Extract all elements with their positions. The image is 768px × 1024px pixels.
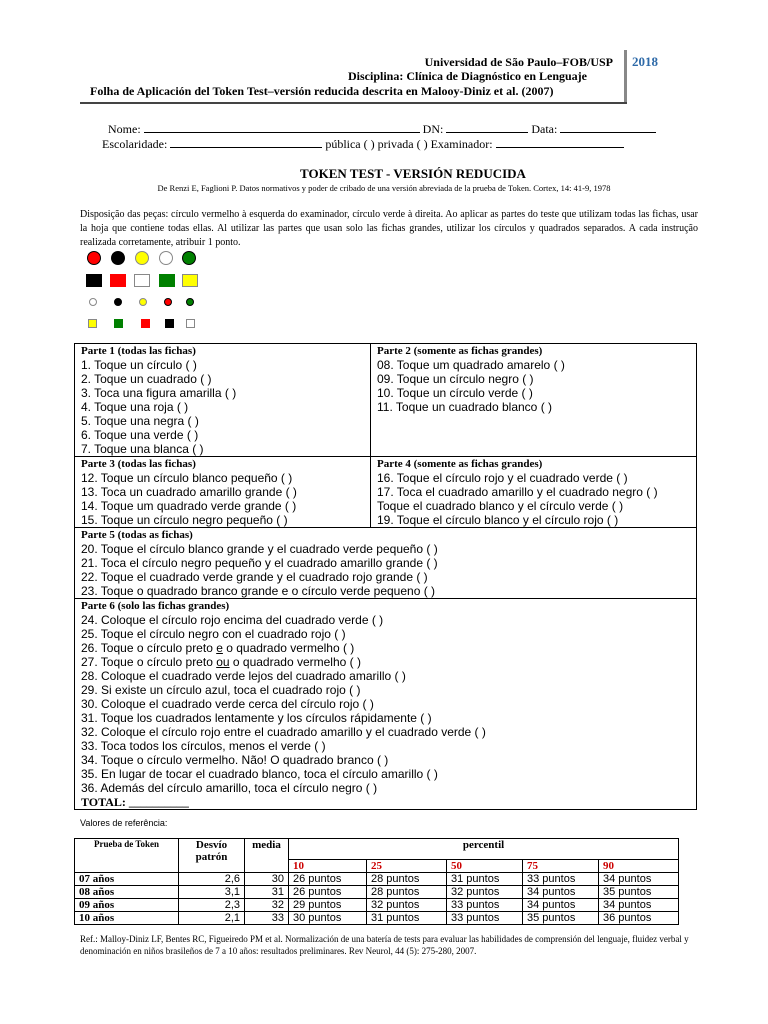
small-yellow-circle xyxy=(139,298,147,306)
large-red-square xyxy=(110,274,126,287)
item-33: 33. Toca todos los círculos, menos el verde ( ) xyxy=(81,739,326,753)
item-11: 11. Toque un cuadrado blanco ( ) xyxy=(377,400,553,414)
p10-cell: 26 puntos xyxy=(289,886,367,899)
item-28: 28. Coloque el cuadrado verde lejos del cuadrado amarillo ( ) xyxy=(81,669,406,683)
part-6-header: Parte 6 (solo las fichas grandes) xyxy=(81,600,230,612)
parts-1-2-row xyxy=(75,344,697,457)
item-27: 27. Toque o círculo preto ou o quadrado vermelho ( ) xyxy=(81,655,361,669)
item-20: 20. Toque el círculo blanco grande y el cuadrado verde pequeño ( ) xyxy=(81,542,438,556)
item-17: 17. Toca el cuadrado amarillo y el cuadrado negro ( ) xyxy=(377,485,658,499)
p25-cell: 28 puntos xyxy=(367,886,447,899)
page-title: TOKEN TEST - VERSIÓN REDUCIDA xyxy=(300,166,526,181)
part-2-cell xyxy=(371,344,697,457)
p75-cell: 35 puntos xyxy=(523,912,599,925)
reference-line: De Renzi E, Faglioni P. Datos normativos y poder de cribado de una versión abreviada de la prueba de Token. Cortex, 14: 41-9, 1978 xyxy=(157,183,611,193)
mean-cell: 31 xyxy=(245,886,289,899)
part-3-cell xyxy=(75,457,371,528)
age-cell: 07 años xyxy=(75,873,179,886)
part-4-cell xyxy=(371,457,697,528)
small-white-circle xyxy=(89,298,97,306)
parts-3-4-row xyxy=(75,457,697,528)
data-label: Data: xyxy=(531,122,558,136)
examinador-field[interactable] xyxy=(496,136,624,148)
item-2: 2. Toque un cuadrado ( ) xyxy=(81,372,212,386)
p75-cell: 33 puntos xyxy=(523,873,599,886)
part-3-header: Parte 3 (todas las fichas) xyxy=(81,458,196,470)
p10-cell: 26 puntos xyxy=(289,873,367,886)
ref-row-08 xyxy=(75,886,679,899)
age-cell: 10 años xyxy=(75,912,179,925)
p25-cell: 28 puntos xyxy=(367,873,447,886)
ref-row-10 xyxy=(75,912,679,925)
dn-label: DN: xyxy=(422,122,444,136)
age-cell: 09 años xyxy=(75,899,179,912)
university-name: Universidad de São Paulo–FOB/USP xyxy=(424,55,613,69)
item-15: 15. Toque un círculo negro pequeño ( ) xyxy=(81,513,288,527)
discipline-name: Disciplina: Clínica de Diagnóstico en Lenguaje xyxy=(347,69,587,83)
large-green-square xyxy=(159,274,175,287)
sd-cell: 2,6 xyxy=(179,873,245,886)
item-1: 1. Toque un círculo ( ) xyxy=(81,358,197,372)
ref-row-07 xyxy=(75,873,679,886)
item-30: 30. Coloque el cuadrado verde cerca del círculo rojo ( ) xyxy=(81,697,374,711)
item-14: 14. Toque um quadrado verde grande ( ) xyxy=(81,499,297,513)
item-21: 21. Toca el círculo negro pequeño y el cuadrado amarillo grande ( ) xyxy=(81,556,438,570)
p75-cell: 34 puntos xyxy=(523,886,599,899)
part-6-row xyxy=(75,599,697,810)
nome-field[interactable] xyxy=(144,121,420,133)
mean-cell: 32 xyxy=(245,899,289,912)
percentile-10: 10 xyxy=(289,860,367,873)
item-31: 31. Toque los cuadrados lentamente y los círculos rápidamente ( ) xyxy=(81,711,432,725)
sheet-subtitle: Folha de Aplicación del Token Test–versión reducida descrita en Malooy-Diniz et al. (2007) xyxy=(90,84,554,98)
ref-header-test: Prueba de Token xyxy=(75,839,179,873)
token-test-table xyxy=(74,343,697,810)
item-13: 13. Toca un cuadrado amarillo grande ( ) xyxy=(81,485,297,499)
p10-cell: 30 puntos xyxy=(289,912,367,925)
part-6-cell xyxy=(75,599,697,810)
small-red-square xyxy=(141,319,150,328)
dn-field[interactable] xyxy=(446,121,528,133)
sd-cell: 2,1 xyxy=(179,912,245,925)
data-field[interactable] xyxy=(560,121,656,133)
p50-cell: 33 puntos xyxy=(447,899,523,912)
ref-row-09 xyxy=(75,899,679,912)
percentile-25: 25 xyxy=(367,860,447,873)
part-1-cell xyxy=(75,344,371,457)
p50-cell: 32 puntos xyxy=(447,886,523,899)
p90-cell: 34 puntos xyxy=(599,873,679,886)
p25-cell: 32 puntos xyxy=(367,899,447,912)
item-35: 35. En lugar de tocar el cuadrado blanco, toca el círculo amarillo ( ) xyxy=(81,767,438,781)
p10-cell: 29 puntos xyxy=(289,899,367,912)
item-29: 29. Si existe un círculo azul, toca el cuadrado rojo ( ) xyxy=(81,683,361,697)
year-label: 2018 xyxy=(632,54,658,69)
small-red-circle xyxy=(164,298,172,306)
mean-cell: 33 xyxy=(245,912,289,925)
escolaridade-label: Escolaridade: xyxy=(102,137,168,151)
small-green-square xyxy=(114,319,123,328)
item-7: 7. Toque una blanca ( ) xyxy=(81,442,204,456)
large-black-square xyxy=(86,274,102,287)
part-1-header: Parte 1 (todas las fichas) xyxy=(81,345,196,357)
item-34: 34. Toque o círculo vermelho. Não! O quadrado branco ( ) xyxy=(81,753,389,767)
p50-cell: 33 puntos xyxy=(447,912,523,925)
small-white-square xyxy=(186,319,195,328)
school-type-label: pública ( ) privada ( ) Examinador: xyxy=(325,137,493,151)
p90-cell: 36 puntos xyxy=(599,912,679,925)
p75-cell: 34 puntos xyxy=(523,899,599,912)
large-red-circle xyxy=(87,251,101,265)
item-23: 23. Toque o quadrado branco grande e o círculo verde pequeno ( ) xyxy=(81,584,436,598)
large-yellow-circle xyxy=(135,251,149,265)
reference-values-table xyxy=(74,838,679,925)
large-yellow-square xyxy=(182,274,198,287)
small-black-square xyxy=(165,319,174,328)
p90-cell: 34 puntos xyxy=(599,899,679,912)
part-5-row xyxy=(75,528,697,599)
sd-cell: 2,3 xyxy=(179,899,245,912)
part-2-header: Parte 2 (somente as fichas grandes) xyxy=(377,345,543,357)
item-3: 3. Toca una figura amarilla ( ) xyxy=(81,386,237,400)
item-25: 25. Toque el círculo negro con el cuadrado rojo ( ) xyxy=(81,627,346,641)
item-6: 6. Toque una verde ( ) xyxy=(81,428,199,442)
instructions-text: Disposição das peças: círculo vermelho à esquerda do examinador, círculo verde à direita. Ao aplicar as partes do teste que utilizam todas las fichas, usar la hoja que contiene todas ellas. Al utilizar las partes que usan solo las fichas grandes, utilizar los círculos y quadrados separados. A cada instrução realizada corretamente, atribuir 1 ponto. xyxy=(80,209,698,248)
form-row-2 xyxy=(102,136,624,152)
item-4: 4. Toque una roja ( ) xyxy=(81,400,189,414)
form-row-1 xyxy=(108,121,656,137)
part-5-header: Parte 5 (todas as fichas) xyxy=(81,529,193,541)
small-black-circle xyxy=(114,298,122,306)
item-9: 09. Toque un círculo negro ( ) xyxy=(377,372,534,386)
reference-values-label: Valores de referência: xyxy=(80,818,168,828)
footnote-reference: Ref.: Malloy-Diniz LF, Bentes RC, Figueiredo PM et al. Normalización de una batería de tests para evaluar las habilidades de comprensión del lenguaje, fluidez verbal y denominación en niños brasileños de 7 a 10 años: resultados preliminares. Rev Neurol, 44 (5): 275-280, 2007. xyxy=(80,934,689,956)
ref-header-mean: media xyxy=(245,839,289,873)
item-24: 24. Coloque el círculo rojo encima del cuadrado verde ( ) xyxy=(81,613,384,627)
item-26: 26. Toque o círculo preto e o quadrado vermelho ( ) xyxy=(81,641,355,655)
ref-header-percentil: percentil xyxy=(289,839,679,860)
item-5: 5. Toque una negra ( ) xyxy=(81,414,199,428)
p50-cell: 31 puntos xyxy=(447,873,523,886)
header-vertical-rule xyxy=(624,50,627,102)
part-5-cell xyxy=(75,528,697,599)
p90-cell: 35 puntos xyxy=(599,886,679,899)
sd-cell: 3,1 xyxy=(179,886,245,899)
total-score: TOTAL: __________ xyxy=(81,795,189,809)
ref-header-sd: Desvío patrón xyxy=(179,839,245,873)
item-18: Toque el cuadrado blanco y el círculo verde ( ) xyxy=(377,499,624,513)
nome-label: Nome: xyxy=(108,122,141,136)
large-white-circle xyxy=(159,251,173,265)
ref-header-row xyxy=(75,839,679,860)
large-green-circle xyxy=(182,251,196,265)
item-12: 12. Toque un círculo blanco pequeño ( ) xyxy=(81,471,293,485)
escolaridade-field[interactable] xyxy=(170,136,322,148)
item-16: 16. Toque el círculo rojo y el cuadrado verde ( ) xyxy=(377,471,628,485)
item-10: 10. Toque un círculo verde ( ) xyxy=(377,386,533,400)
age-cell: 08 años xyxy=(75,886,179,899)
item-19: 19. Toque el círculo blanco y el círculo rojo ( ) xyxy=(377,513,619,527)
percentile-50: 50 xyxy=(447,860,523,873)
mean-cell: 30 xyxy=(245,873,289,886)
percentile-75: 75 xyxy=(523,860,599,873)
item-22: 22. Toque el cuadrado verde grande y el cuadrado rojo grande ( ) xyxy=(81,570,428,584)
p25-cell: 31 puntos xyxy=(367,912,447,925)
small-green-circle xyxy=(186,298,194,306)
item-8: 08. Toque um quadrado amarelo ( ) xyxy=(377,358,565,372)
header-horizontal-rule xyxy=(80,102,627,104)
percentile-90: 90 xyxy=(599,860,679,873)
large-black-circle xyxy=(111,251,125,265)
item-36: 36. Además del círculo amarillo, toca el círculo negro ( ) xyxy=(81,781,378,795)
item-32: 32. Coloque el círculo rojo entre el cuadrado amarillo y el cuadrado verde ( ) xyxy=(81,725,486,739)
small-yellow-square xyxy=(88,319,97,328)
part-4-header: Parte 4 (somente as fichas grandes) xyxy=(377,458,543,470)
large-white-square xyxy=(134,274,150,287)
